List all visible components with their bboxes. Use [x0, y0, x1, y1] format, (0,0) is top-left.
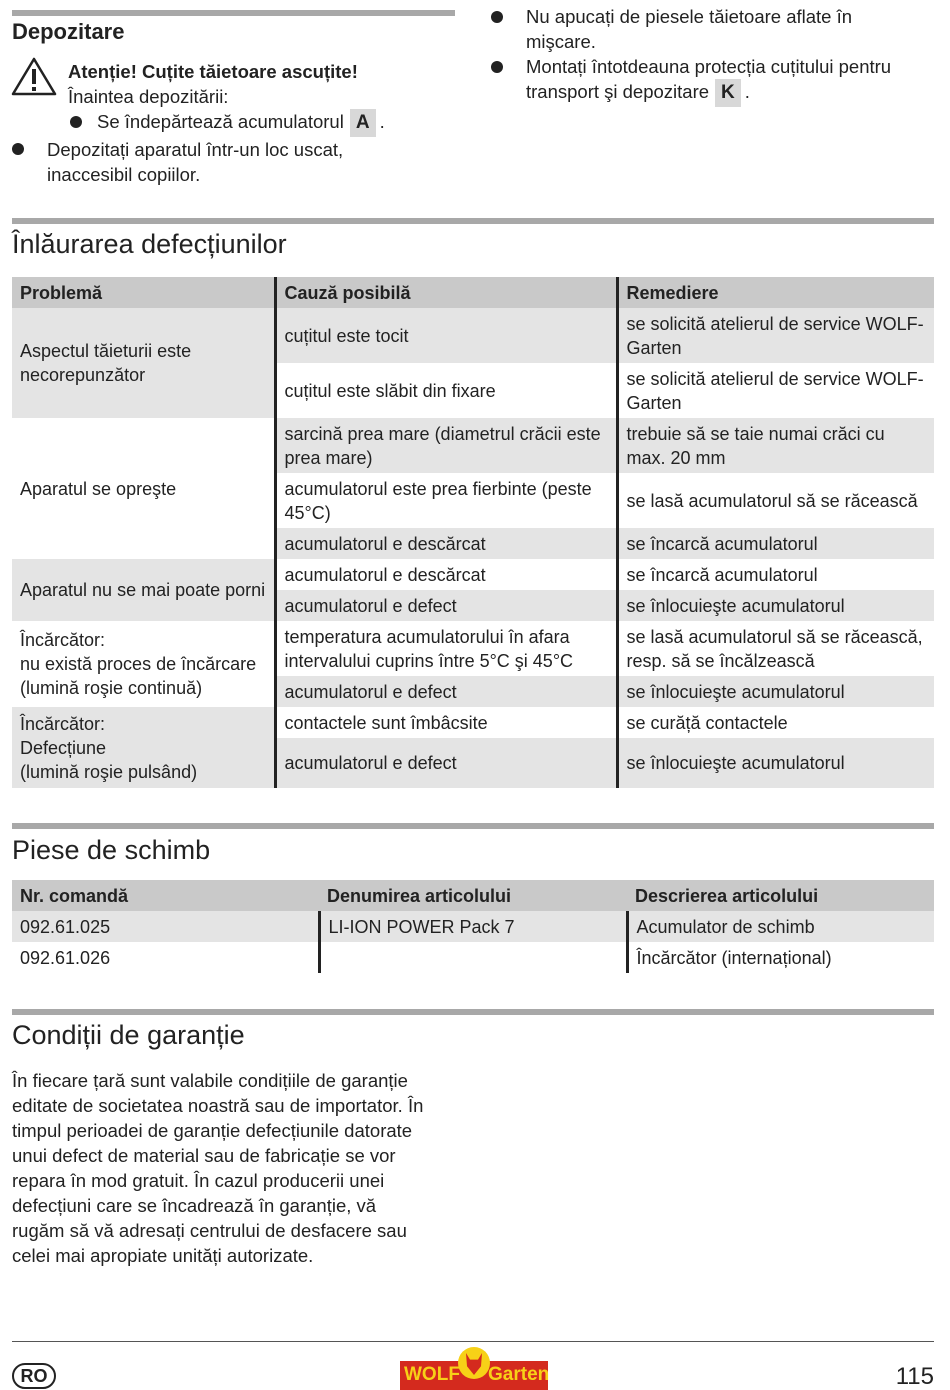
- warranty-line: În fiecare țară sunt valabile condițiile de garanție: [12, 1070, 408, 1091]
- column-header: Problemă: [12, 277, 275, 308]
- bullet-line: mişcare.: [526, 31, 596, 52]
- cause-cell: acumulatorul e defect: [275, 738, 617, 788]
- fix-cell: se înlocuieşte acumulatorul: [617, 676, 934, 707]
- warranty-line: timpul perioadei de garanție defecțiunile datorate: [12, 1120, 413, 1141]
- sub-bullet-remove-battery: [97, 109, 385, 137]
- bullet-line: inaccesibil copiilor.: [47, 164, 201, 185]
- wolf-garten-logo: [400, 1347, 548, 1390]
- article-name-cell: [319, 942, 627, 973]
- bullet-dot: [491, 61, 503, 73]
- article-desc-cell: Încărcător (internațional): [627, 942, 934, 973]
- bullet-store-dry: [47, 137, 343, 187]
- fix-cell: se încarcă acumulatorul: [617, 528, 934, 559]
- problem-cell: Aspectul tăieturii este necorepunzător: [12, 308, 275, 418]
- warranty-line: celei mai apropiate unități autorizate.: [12, 1245, 314, 1266]
- cause-cell: acumulatorul este prea fierbinte (peste 45°C): [275, 473, 617, 528]
- troubleshooting-top-bar: [12, 218, 934, 224]
- problem-cell: Aparatul se opreşte: [12, 418, 275, 559]
- fix-cell: se lasă acumulatorul să se răcească, resp. să se încălzească: [617, 621, 934, 676]
- fix-cell: trebuie să se taie numai crăci cu max. 20 mm: [617, 418, 934, 473]
- bullet-line: Depozitați aparatul într-un loc uscat,: [47, 139, 344, 160]
- table-row: [12, 621, 934, 676]
- order-nr-cell: 092.61.025: [12, 911, 319, 942]
- logo-text-left: WOLF: [404, 1364, 460, 1385]
- table-header-row: [12, 277, 934, 308]
- bullet-line: Montați întotdeauna protecția cuțitului pentru: [526, 56, 892, 77]
- problem-cell: Încărcător: nu există proces de încărcare (lumină roşie continuă): [12, 621, 275, 707]
- problem-cell: Încărcător: Defecțiune (lumină roşie pulsând): [12, 707, 275, 788]
- period: .: [744, 81, 750, 102]
- cause-cell: temperatura acumulatorului în afara intervalului cuprins între 5°C şi 45°C: [275, 621, 617, 676]
- cause-cell: acumulatorul e descărcat: [275, 559, 617, 590]
- parts-top-bar: [12, 823, 934, 829]
- bullet-dot: [12, 143, 24, 155]
- table-row: [12, 308, 934, 363]
- fix-cell: se încarcă acumulatorul: [617, 559, 934, 590]
- storage-heading: Depozitare: [12, 19, 125, 44]
- bullet-line: Nu apucați de piesele tăietoare aflate în: [526, 6, 853, 27]
- footer-divider: [12, 1341, 934, 1342]
- sub-bullet-text: Se îndepărtează acumulatorul: [97, 111, 344, 132]
- column-header: Denumirea articolului: [319, 880, 627, 911]
- column-header: Remediere: [617, 277, 934, 308]
- warranty-top-bar: [12, 1009, 934, 1015]
- period: .: [379, 111, 385, 132]
- storage-top-bar: [12, 10, 455, 16]
- fix-cell: se curăță contactele: [617, 707, 934, 738]
- column-header: Descrierea articolului: [627, 880, 934, 911]
- right-bullet-dont-touch: [526, 4, 852, 54]
- warning-icon: [11, 56, 57, 96]
- cause-cell: acumulatorul e descărcat: [275, 528, 617, 559]
- cause-cell: cuțitul este tocit: [275, 308, 617, 363]
- problem-cell: Aparatul nu se mai poate porni: [12, 559, 275, 621]
- troubleshooting-heading: Înlăurarea defecțiunilor: [12, 229, 287, 259]
- right-bullet-mount-protection: [526, 54, 891, 107]
- fix-cell: se solicită atelierul de service WOLF-Garten: [617, 308, 934, 363]
- fix-cell: se înlocuieşte acumulatorul: [617, 590, 934, 621]
- bullet-dot: [70, 116, 82, 128]
- warranty-line: defecțiuni care se încadrează în garanție, vă: [12, 1195, 377, 1216]
- warranty-line: rugăm să vă adresați centrului de desfacere sau: [12, 1220, 407, 1241]
- table-row: [12, 418, 934, 473]
- table-row: [12, 911, 934, 942]
- warranty-body: [12, 1068, 423, 1268]
- table-row: [12, 559, 934, 590]
- article-desc-cell: Acumulator de schimb: [627, 911, 934, 942]
- cause-cell: sarcină prea mare (diametrul crăcii este prea mare): [275, 418, 617, 473]
- language-badge: RO: [12, 1363, 56, 1389]
- key-k-label: K: [715, 79, 741, 107]
- page-number: 115: [895, 1363, 934, 1390]
- column-header: Cauză posibilă: [275, 277, 617, 308]
- cause-cell: acumulatorul e defect: [275, 676, 617, 707]
- troubleshooting-table: [12, 277, 934, 788]
- column-header: Nr. comandă: [12, 880, 319, 911]
- bullet-line-with-key: transport şi depozitare K .: [526, 79, 891, 107]
- fix-cell: se lasă acumulatorul să se răcească: [617, 473, 934, 528]
- bullet-dot: [491, 11, 503, 23]
- fix-cell: se înlocuieşte acumulatorul: [617, 738, 934, 788]
- order-nr-cell: 092.61.026: [12, 942, 319, 973]
- cause-cell: cuțitul este slăbit din fixare: [275, 363, 617, 418]
- warranty-heading: Condiții de garanție: [12, 1020, 245, 1050]
- cause-cell: acumulatorul e defect: [275, 590, 617, 621]
- table-row: [12, 707, 934, 738]
- warranty-line: repara în mod gratuit. În cazul producerii unei: [12, 1170, 385, 1191]
- warranty-line: editate de societatea noastră sau de importator. În: [12, 1095, 424, 1116]
- parts-table: [12, 880, 934, 973]
- warning-subtitle: Înaintea depozitării:: [68, 86, 229, 107]
- warning-title: Atenție! Cuțite tăietoare ascuțite!: [68, 61, 358, 82]
- cause-cell: contactele sunt îmbâcsite: [275, 707, 617, 738]
- logo-text-right: Garten: [488, 1364, 550, 1385]
- fix-cell: se solicită atelierul de service WOLF-Garten: [617, 363, 934, 418]
- parts-heading: Piese de schimb: [12, 835, 211, 865]
- warranty-line: unui defect de material sau de fabricație se vor: [12, 1145, 396, 1166]
- key-a-label: A: [350, 109, 376, 137]
- article-name-cell: LI-ION POWER Pack 7: [319, 911, 627, 942]
- table-header-row: [12, 880, 934, 911]
- table-row: [12, 942, 934, 973]
